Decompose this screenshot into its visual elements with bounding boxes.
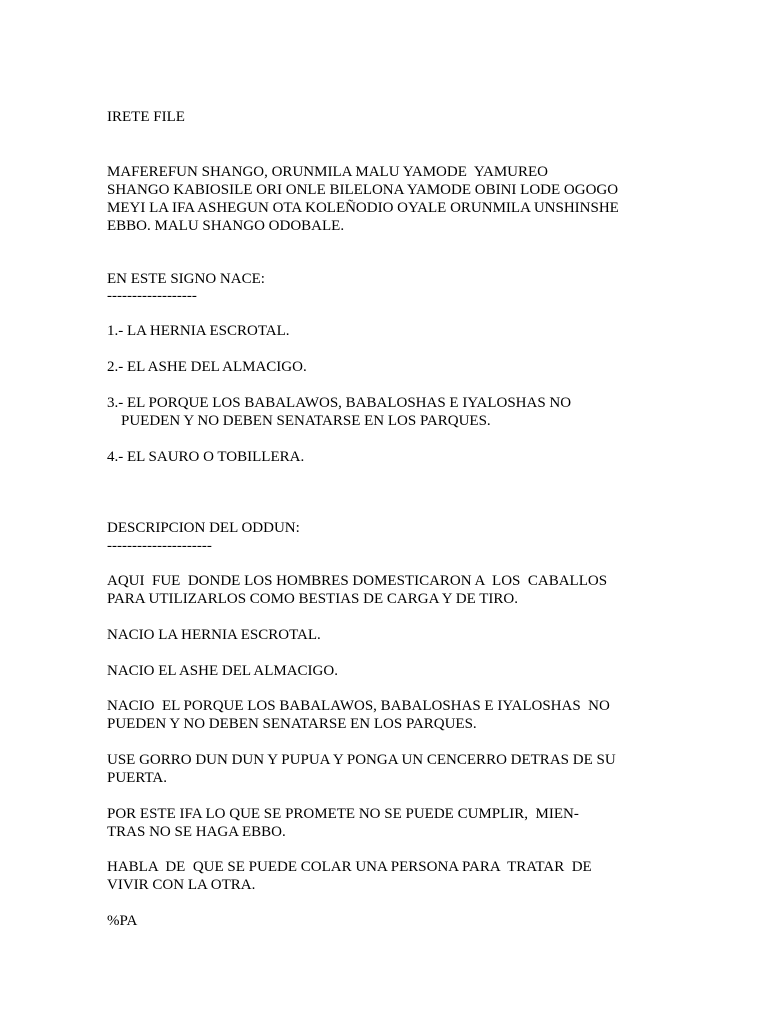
paragraph-line-11: HABLA DE QUE SE PUEDE COLAR UNA PERSONA PARA TRATAR DE: [107, 859, 592, 875]
paragraph-line-8: PUERTA.: [107, 770, 167, 786]
list-item-3: 3.- EL PORQUE LOS BABALAWOS, BABALOSHAS E IYALOSHAS NO: [107, 395, 572, 411]
paragraph-line-13: %PA: [107, 913, 138, 929]
section1-heading: EN ESTE SIGNO NACE:: [107, 271, 265, 287]
section1-rule: ------------------: [107, 288, 197, 304]
intro-line-2: SHANGO KABIOSILE ORI ONLE BILELONA YAMODE OBINI LODE OGOGO: [107, 182, 619, 198]
intro-line-3: MEYI LA IFA ASHEGUN OTA KOLEÑODIO OYALE ORUNMILA UNSHINSHE: [107, 200, 619, 216]
list-item-1: 1.- LA HERNIA ESCROTAL.: [107, 323, 290, 339]
intro-line-4: EBBO. MALU SHANGO ODOBALE.: [107, 218, 345, 234]
document-title: IRETE FILE: [107, 109, 185, 125]
paragraph-line-1: AQUI FUE DONDE LOS HOMBRES DOMESTICARON A LOS CABALLOS: [107, 573, 608, 589]
paragraph-line-10: TRAS NO SE HAGA EBBO.: [107, 824, 286, 840]
intro-line-1: MAFEREFUN SHANGO, ORUNMILA MALU YAMODE YAMUREO: [107, 164, 548, 180]
paragraph-line-5: NACIO EL PORQUE LOS BABALAWOS, BABALOSHAS E IYALOSHAS NO: [107, 698, 610, 714]
paragraph-line-6: PUEDEN Y NO DEBEN SENATARSE EN LOS PARQUES.: [107, 716, 477, 732]
list-item-2: 2.- EL ASHE DEL ALMACIGO.: [107, 359, 307, 375]
section2-heading: DESCRIPCION DEL ODDUN:: [107, 520, 300, 536]
list-item-4: 4.- EL SAURO O TOBILLERA.: [107, 449, 305, 465]
list-item-3-continuation: PUEDEN Y NO DEBEN SENATARSE EN LOS PARQUES.: [121, 413, 491, 429]
paragraph-line-2: PARA UTILIZARLOS COMO BESTIAS DE CARGA Y DE TIRO.: [107, 591, 519, 607]
paragraph-line-7: USE GORRO DUN DUN Y PUPUA Y PONGA UN CENCERRO DETRAS DE SU: [107, 752, 616, 768]
section2-rule: ---------------------: [107, 538, 212, 554]
paragraph-line-3: NACIO LA HERNIA ESCROTAL.: [107, 627, 321, 643]
paragraph-line-9: POR ESTE IFA LO QUE SE PROMETE NO SE PUEDE CUMPLIR, MIEN-: [107, 806, 579, 822]
paragraph-line-12: VIVIR CON LA OTRA.: [107, 877, 256, 893]
paragraph-line-4: NACIO EL ASHE DEL ALMACIGO.: [107, 663, 338, 679]
